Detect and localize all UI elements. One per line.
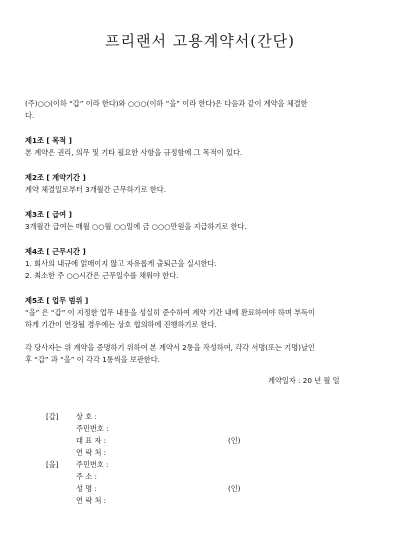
article-text: “을” 은 “갑” 이 지정한 업무 내용을 성실히 준수하여 계약 기간 내에 완료하여야 하며 부득이 (25, 308, 315, 317)
party-eul-name-label: 성 명 : (76, 484, 97, 493)
closing-line: 후 “갑” 과 “을” 이 각각 1통씩을 보관한다. (25, 355, 160, 364)
party-gap-contact-label: 연 락 처 : (76, 448, 107, 457)
party-gap-seal: (인) (228, 436, 241, 445)
party-gap-reg-label: 주민번호 : (76, 424, 109, 433)
document-title: 프리랜서 고용계약서(간단) (105, 32, 295, 50)
article-heading: 제4조 [ 근무시간 ] (25, 247, 86, 256)
article-heading: 제1조 [ 목적 ] (25, 136, 72, 145)
party-gap-rep-label: 대 표 자 : (76, 436, 107, 445)
party-eul-address-label: 주 소 : (76, 472, 97, 481)
article-heading: 제2조 [ 계약기간 ] (25, 173, 86, 182)
closing-line: 각 당사자는 위 계약을 증명하기 위하여 본 계약서 2통을 작성하여, 각각 서명(또는 기명)날인 (25, 343, 315, 352)
article-text: 1. 회사의 내규에 얽매이지 않고 자유롭게 출퇴근을 실시한다. (25, 259, 217, 268)
party-gap-name-label: 상 호 : (76, 412, 97, 421)
article-text: 하게 기간이 연장될 경우에는 상호 협의하에 진행하기로 한다. (25, 320, 217, 329)
intro-line: 다. (25, 111, 35, 120)
party-gap-tag: [갑] (46, 412, 59, 421)
intro-line: (주)○○(이하 “갑” 이라 한다)와 ○○○(이하 “을” 이라 한다)은 다음과 같이 계약을 체결한 (25, 99, 308, 108)
article-text: 계약 체결일로부터 3개월간 근무하기로 한다. (25, 185, 166, 194)
article-text: 2. 최소한 주 ○○시간은 근무일수를 채워야 한다. (25, 271, 179, 280)
article-text: 3개월간 급여는 매월 ○○월 ○○일에 금 ○○○만원을 지급하기로 한다. (25, 222, 247, 231)
party-eul-reg-label: 주민번호 : (76, 460, 109, 469)
article-heading: 제5조 [ 업무 범위 ] (25, 296, 89, 305)
party-eul-tag: [을] (46, 460, 59, 469)
party-eul-contact-label: 연 락 처 : (76, 496, 107, 505)
party-eul-seal: (인) (228, 484, 241, 493)
contract-date: 계약일자 : 20 년 월 일 (268, 376, 340, 385)
article-heading: 제3조 [ 급여 ] (25, 210, 72, 219)
article-text: 본 계약은 권리, 의무 및 기타 필요한 사항을 규정함에 그 목적이 있다. (25, 148, 243, 157)
